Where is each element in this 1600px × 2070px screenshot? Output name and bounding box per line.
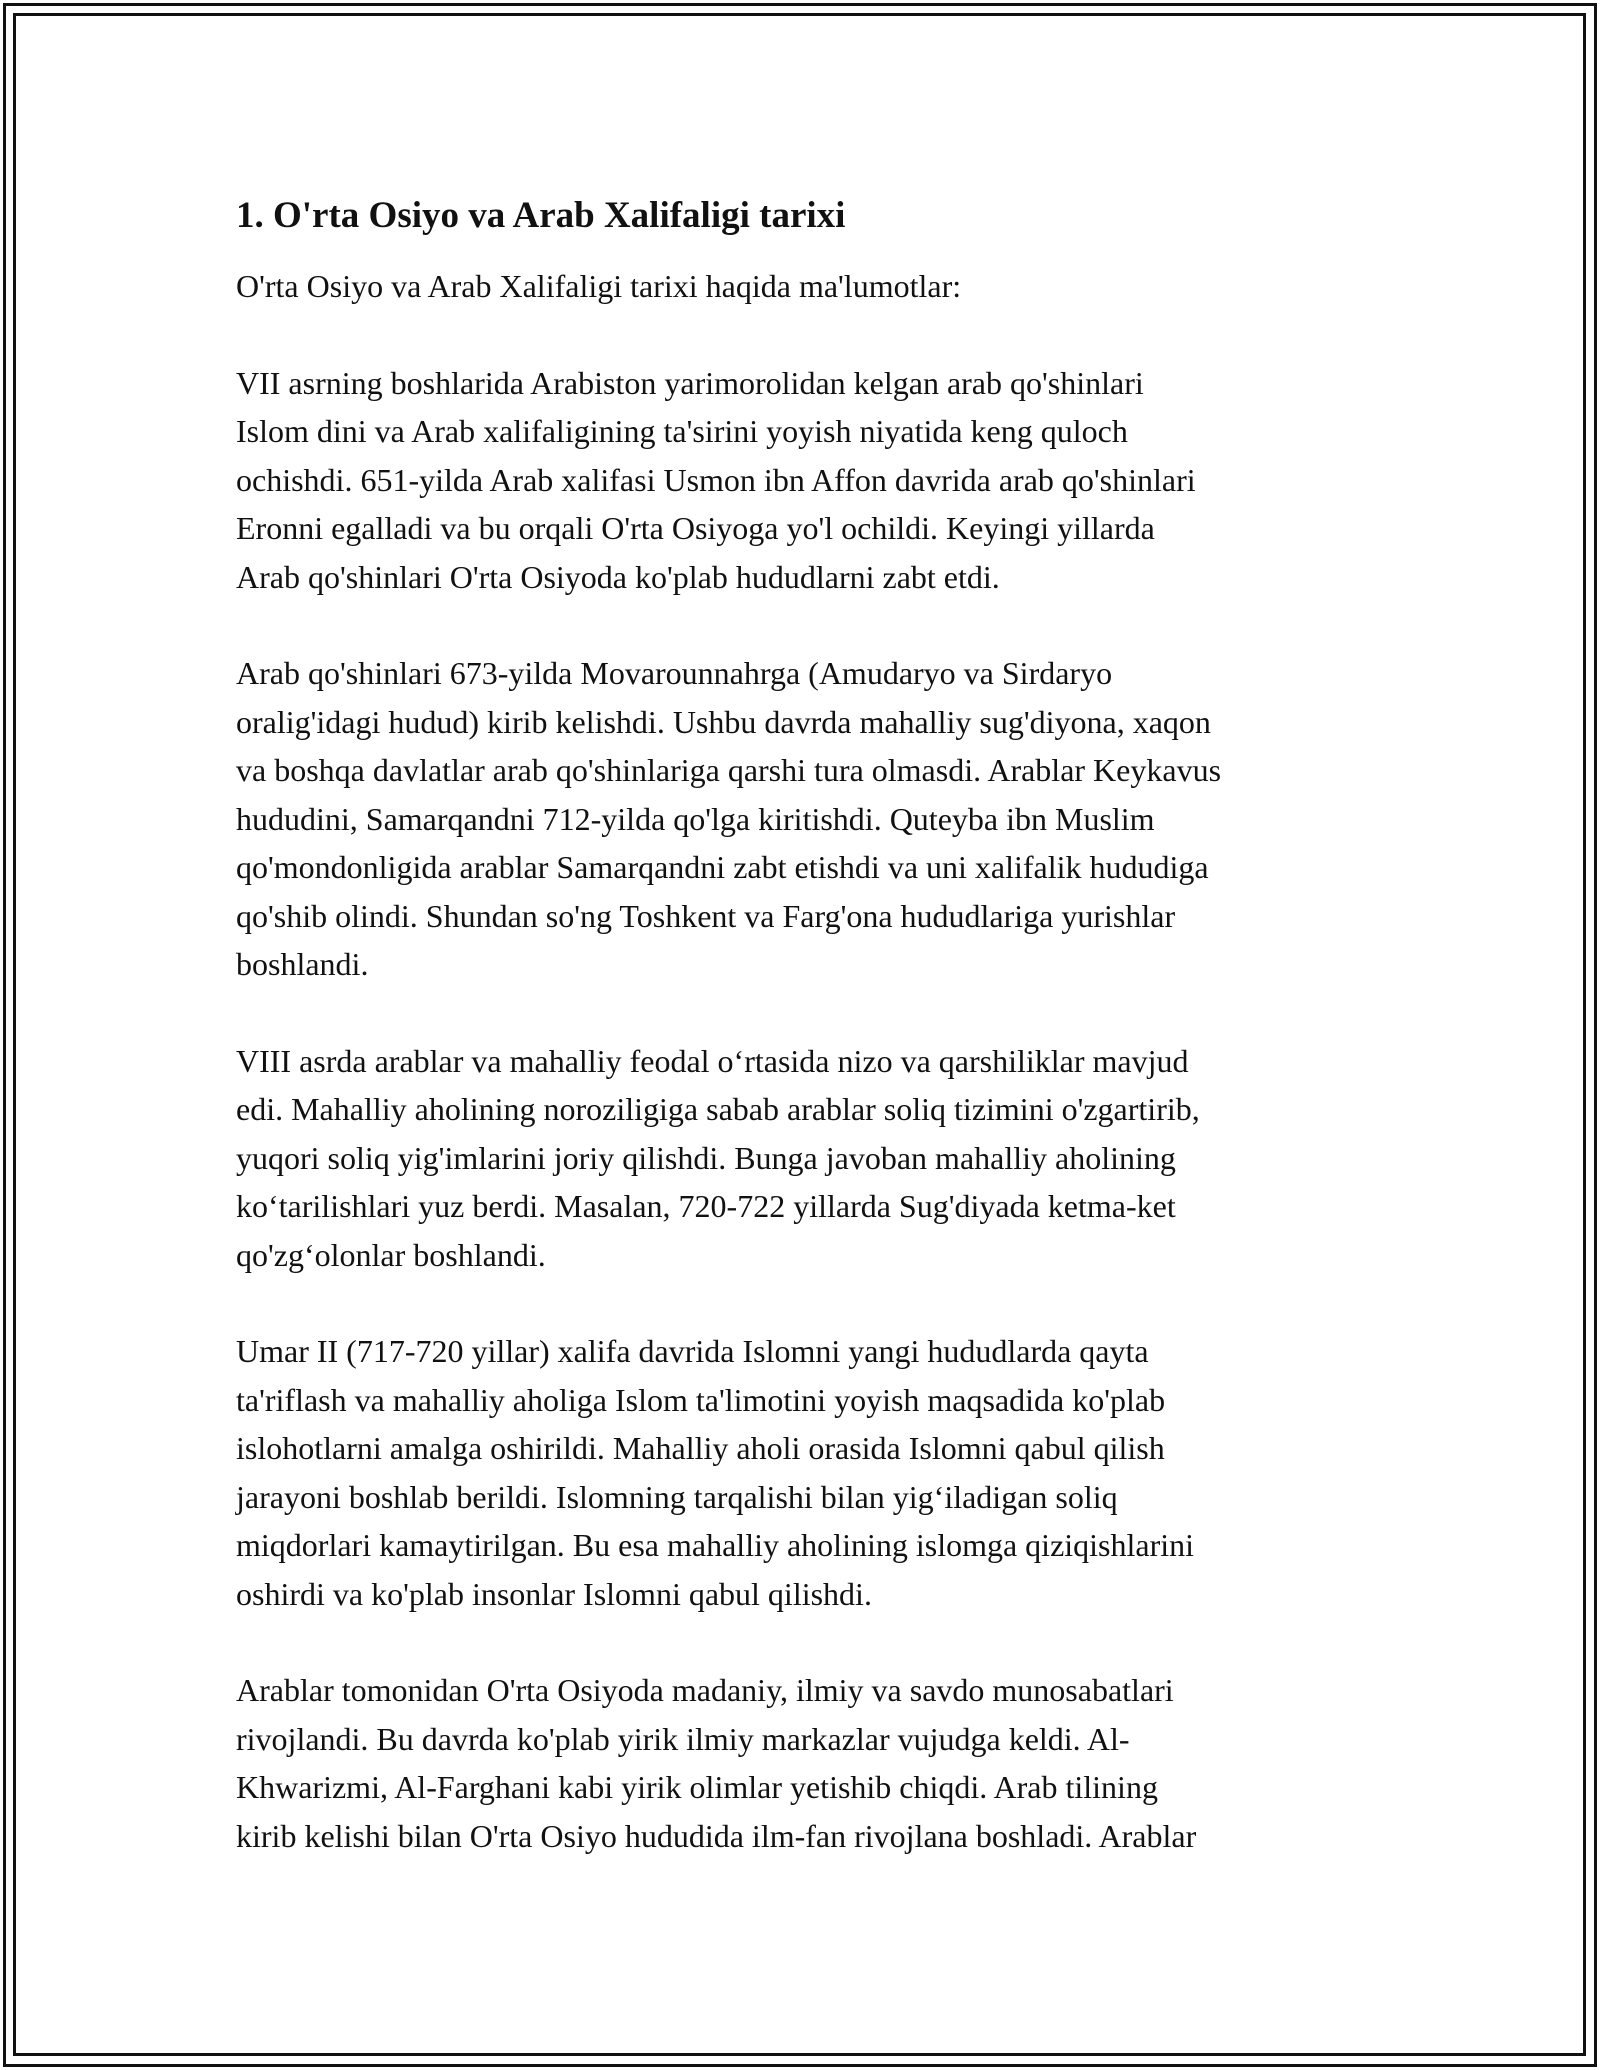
document-body	[236, 190, 1376, 1908]
paragraph-culture-science: Arablar tomonidan O'rta Osiyoda madaniy, ilmiy va savdo munosabatlari rivojlandi. Bu davrda ko'plab yirik ilmiy markazlar vujudga keldi. Al- Khwarizmi, Al-Farghani kabi yirik olimlar yetishib chiqdi. Arab tilining kirib kelishi bilan O'rta Osiyo hududida ilm-fan rivojlana boshladi. Arablar	[236, 1672, 1197, 1854]
paragraph-arab-conquest: VII asrning boshlarida Arabiston yarimorolidan kelgan arab qo'shinlari Islom dini va Arab xalifaligining ta'sirini yoyish niyatida keng quloch ochishdi. 651-yilda Arab xalifasi Usmon ibn Affon davrida arab qo'shinlari Eronni egalladi va bu orqali O'rta Osiyoga yo'l ochildi. Keyingi yillarda Arab qo'shinlari O'rta Osiyoda ko'plab hududlarni zabt etdi.	[236, 364, 1196, 595]
paragraph-movarounnahr: Arab qo'shinlari 673-yilda Movarounnahrga (Amudaryo va Sirdaryo oralig'idagi hudud) kirib kelishdi. Ushbu davrda mahalliy sug'diyona, xaqon va boshqa davlatlar arab qo'shinlariga qarshi tura olmasdi. Arablar Keykavus hududini, Samarqandni 712-yilda qo'lga kiritishdi. Quteyba ibn Muslim qo'mondonligida arablar Samarqandni zabt etishdi va uni xalifalik hududiga qo'shib olindi. Shundan so'ng Toshkent va Farg'ona hududlariga yurishlar boshlandi.	[236, 655, 1222, 982]
paragraph-eighth-century: VIII asrda arablar va mahalliy feodal o‘rtasida nizo va qarshiliklar mavjud edi. Mahalliy aholining noroziligiga sabab arablar soliq tizimini o'zgartirib, yuqori soliq yig'imlarini joriy qilishdi. Bunga javoban mahalliy aholining ko‘tarilishlari yuz berdi. Masalan, 720-722 yillarda Sug'diyada ketma-ket qo'zg‘olonlar boshlandi.	[236, 1042, 1200, 1273]
intro-paragraph: O'rta Osiyo va Arab Xalifaligi tarixi haqida ma'lumotlar:	[236, 268, 962, 304]
paragraph-umar-ii: Umar II (717-720 yillar) xalifa davrida Islomni yangi hududlarda qayta ta'riflash va mahalliy aholiga Islom ta'limotini yoyish maqsadida ko'plab islohotlarni amalga oshirildi. Mahalliy aholi orasida Islomni qabul qilish jarayoni boshlab berildi. Islomning tarqalishi bilan yig‘iladigan soliq miqdorlari kamaytirilgan. Bu esa mahalliy aholining islomga qiziqishlarini oshirdi va ko'plab insonlar Islomni qabul qilishdi.	[236, 1333, 1195, 1612]
document-heading: 1. O'rta Osiyo va Arab Xalifaligi tarixi	[236, 195, 846, 236]
